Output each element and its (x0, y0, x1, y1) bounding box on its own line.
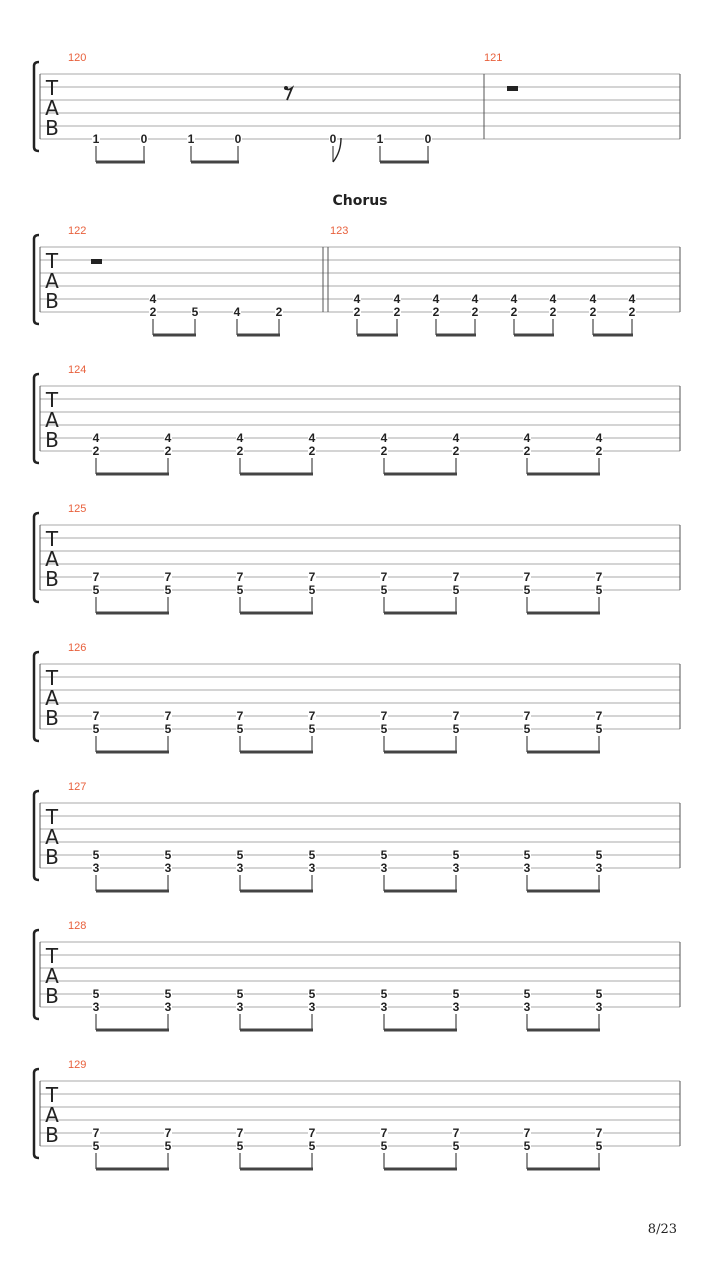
fret-number: 7 (523, 1126, 531, 1140)
fret-number: 5 (236, 987, 244, 1001)
fret-number: 0 (329, 132, 337, 146)
beam (527, 751, 600, 754)
page-number: 8/23 (647, 1222, 677, 1237)
measure-number: 125 (68, 503, 87, 515)
fret-number: 2 (149, 305, 157, 319)
fret-number: 5 (92, 583, 100, 597)
beam (527, 1029, 600, 1032)
tab-clef-letter: B (45, 984, 59, 1008)
beam (384, 1029, 457, 1032)
fret-number: 2 (549, 305, 557, 319)
tab-clef-letter: B (45, 845, 59, 869)
fret-number: 3 (595, 1000, 603, 1014)
fret-number: 5 (308, 848, 316, 862)
fret-number: 3 (523, 1000, 531, 1014)
fret-number: 5 (164, 848, 172, 862)
beam (96, 751, 169, 754)
fret-number: 7 (595, 1126, 603, 1140)
tab-clef-letter: T (45, 666, 59, 690)
fret-number: 7 (380, 1126, 388, 1140)
fret-number: 7 (164, 709, 172, 723)
fret-number: 4 (471, 292, 479, 306)
fret-number: 4 (432, 292, 440, 306)
beam (240, 890, 313, 893)
system-bracket (34, 791, 39, 880)
fret-number: 7 (92, 1126, 100, 1140)
fret-number: 4 (549, 292, 557, 306)
fret-number: 5 (380, 848, 388, 862)
fret-number: 5 (164, 1139, 172, 1153)
fret-number: 0 (140, 132, 148, 146)
fret-number: 4 (92, 431, 100, 445)
fret-number: 5 (164, 583, 172, 597)
fret-number: 5 (452, 1139, 460, 1153)
tab-clef-letter: T (45, 249, 59, 273)
fret-number: 7 (523, 709, 531, 723)
tab-clef-letter: A (45, 686, 59, 710)
fret-number: 3 (236, 1000, 244, 1014)
fret-number: 5 (236, 583, 244, 597)
beam (384, 612, 457, 615)
system-bracket (34, 513, 39, 602)
fret-number: 2 (432, 305, 440, 319)
fret-number: 7 (380, 570, 388, 584)
fret-number: 5 (380, 583, 388, 597)
fret-number: 3 (595, 861, 603, 875)
measure-number: 120 (68, 52, 87, 64)
fret-number: 2 (523, 444, 531, 458)
tab-clef-letter: A (45, 96, 59, 120)
fret-number: 2 (380, 444, 388, 458)
beam (96, 161, 145, 164)
beam (384, 751, 457, 754)
fret-number: 2 (353, 305, 361, 319)
fret-number: 5 (452, 848, 460, 862)
beam (96, 1029, 169, 1032)
fret-number: 4 (353, 292, 361, 306)
fret-number: 4 (149, 292, 157, 306)
fret-number: 5 (595, 987, 603, 1001)
fret-number: 5 (92, 987, 100, 1001)
fret-number: 3 (452, 861, 460, 875)
fret-number: 7 (452, 570, 460, 584)
fret-number: 2 (589, 305, 597, 319)
fret-number: 5 (236, 1139, 244, 1153)
fret-number: 5 (308, 987, 316, 1001)
fret-number: 5 (523, 848, 531, 862)
fret-number: 7 (308, 570, 316, 584)
fret-number: 2 (628, 305, 636, 319)
beam (240, 612, 313, 615)
tab-clef-letter: B (45, 116, 59, 140)
fret-number: 5 (523, 583, 531, 597)
tab-clef-letter: A (45, 1103, 59, 1127)
fret-number: 5 (595, 848, 603, 862)
beam (240, 473, 313, 476)
fret-number: 3 (92, 1000, 100, 1014)
fret-number: 1 (92, 132, 100, 146)
beam (237, 334, 280, 337)
fret-number: 5 (92, 848, 100, 862)
fret-number: 2 (164, 444, 172, 458)
tab-clef-letter: A (45, 964, 59, 988)
fret-number: 5 (308, 1139, 316, 1153)
fret-number: 5 (236, 722, 244, 736)
fret-number: 5 (523, 987, 531, 1001)
fret-number: 2 (510, 305, 518, 319)
fret-number: 2 (275, 305, 283, 319)
fret-number: 1 (376, 132, 384, 146)
system-bracket (34, 62, 39, 151)
fret-number: 5 (92, 1139, 100, 1153)
fret-number: 3 (308, 1000, 316, 1014)
beam (380, 161, 429, 164)
fret-number: 5 (523, 1139, 531, 1153)
fret-number: 5 (308, 583, 316, 597)
beam (96, 890, 169, 893)
beam (96, 612, 169, 615)
fret-number: 5 (452, 583, 460, 597)
fret-number: 5 (164, 722, 172, 736)
fret-number: 7 (380, 709, 388, 723)
fret-number: 3 (164, 861, 172, 875)
tab-clef-letter: T (45, 944, 59, 968)
tab-clef-letter: B (45, 706, 59, 730)
fret-number: 0 (424, 132, 432, 146)
fret-number: 4 (595, 431, 603, 445)
beam (527, 890, 600, 893)
system-bracket (34, 374, 39, 463)
tab-staff (34, 1069, 680, 1158)
fret-number: 2 (471, 305, 479, 319)
tab-clef-letter: B (45, 428, 59, 452)
fret-number: 7 (92, 570, 100, 584)
fret-number: 4 (589, 292, 597, 306)
fret-number: 5 (523, 722, 531, 736)
tab-staff (34, 930, 680, 1019)
fret-number: 5 (92, 722, 100, 736)
fret-number: 3 (164, 1000, 172, 1014)
tab-clef-letter: B (45, 567, 59, 591)
fret-number: 7 (236, 1126, 244, 1140)
fret-number: 3 (380, 1000, 388, 1014)
fret-number: 3 (523, 861, 531, 875)
fret-number: 3 (452, 1000, 460, 1014)
tab-clef-letter: T (45, 388, 59, 412)
measure-number: 127 (68, 781, 87, 793)
fret-number: 1 (187, 132, 195, 146)
eighth-rest-dot (284, 86, 288, 90)
measure-number: 128 (68, 920, 87, 932)
fret-number: 5 (164, 987, 172, 1001)
fret-number: 2 (236, 444, 244, 458)
fret-number: 7 (595, 570, 603, 584)
half-rest (91, 259, 102, 264)
tab-clef-letter: A (45, 269, 59, 293)
fret-number: 4 (236, 431, 244, 445)
fret-number: 2 (393, 305, 401, 319)
beam (240, 751, 313, 754)
beam (96, 1168, 169, 1171)
fret-number: 5 (191, 305, 199, 319)
fret-number: 7 (308, 1126, 316, 1140)
tab-clef-letter: A (45, 547, 59, 571)
measure-number: 122 (68, 225, 87, 237)
tab-clef-letter: T (45, 76, 59, 100)
beam (514, 334, 554, 337)
beam (527, 1168, 600, 1171)
tab-staff (34, 374, 680, 463)
beam (527, 473, 600, 476)
fret-number: 7 (308, 709, 316, 723)
fret-number: 3 (236, 861, 244, 875)
beam (240, 1168, 313, 1171)
tab-staff (34, 513, 680, 602)
fret-number: 7 (452, 709, 460, 723)
fret-number: 4 (308, 431, 316, 445)
beam (384, 890, 457, 893)
fret-number: 7 (164, 570, 172, 584)
tab-staff (34, 62, 680, 151)
measure-number: 124 (68, 364, 87, 376)
measure-number: 121 (484, 52, 503, 64)
tab-clef-letter: A (45, 408, 59, 432)
tab-clef-letter: B (45, 1123, 59, 1147)
measure-number: 123 (330, 225, 349, 237)
tab-staff (34, 652, 680, 741)
fret-number: 5 (308, 722, 316, 736)
fret-number: 5 (452, 987, 460, 1001)
fret-number: 7 (236, 570, 244, 584)
fret-number: 7 (164, 1126, 172, 1140)
fret-number: 3 (92, 861, 100, 875)
fret-number: 3 (380, 861, 388, 875)
fret-number: 4 (164, 431, 172, 445)
tab-staff (34, 791, 680, 880)
beam (153, 334, 196, 337)
system-bracket (34, 652, 39, 741)
tab-clef-letter: T (45, 527, 59, 551)
fret-number: 2 (92, 444, 100, 458)
tab-clef-letter: T (45, 1083, 59, 1107)
fret-number: 7 (595, 709, 603, 723)
fret-number: 7 (92, 709, 100, 723)
system-bracket (34, 235, 39, 324)
fret-number: 4 (393, 292, 401, 306)
measure-number: 126 (68, 642, 87, 654)
fret-number: 5 (236, 848, 244, 862)
fret-number: 5 (380, 722, 388, 736)
fret-number: 5 (595, 1139, 603, 1153)
fret-number: 4 (233, 305, 241, 319)
fret-number: 2 (308, 444, 316, 458)
beam (436, 334, 476, 337)
fret-number: 4 (380, 431, 388, 445)
beam (593, 334, 633, 337)
fret-number: 3 (308, 861, 316, 875)
fret-number: 2 (595, 444, 603, 458)
tab-clef-letter: B (45, 289, 59, 313)
fret-number: 7 (523, 570, 531, 584)
section-label-chorus: Chorus (332, 193, 388, 209)
fret-number: 5 (452, 722, 460, 736)
fret-number: 7 (236, 709, 244, 723)
fret-number: 2 (452, 444, 460, 458)
beam (384, 1168, 457, 1171)
beam (240, 1029, 313, 1032)
measure-number: 129 (68, 1059, 87, 1071)
fret-number: 5 (380, 987, 388, 1001)
fret-number: 4 (510, 292, 518, 306)
beam (384, 473, 457, 476)
fret-number: 4 (452, 431, 460, 445)
fret-number: 4 (628, 292, 636, 306)
half-rest (507, 86, 518, 91)
fret-number: 5 (595, 722, 603, 736)
fret-number: 5 (595, 583, 603, 597)
fret-number: 5 (380, 1139, 388, 1153)
fret-number: 0 (234, 132, 242, 146)
tab-clef-letter: T (45, 805, 59, 829)
beam (191, 161, 239, 164)
fret-number: 7 (452, 1126, 460, 1140)
fret-number: 4 (523, 431, 531, 445)
beam (96, 473, 169, 476)
beam (357, 334, 398, 337)
system-bracket (34, 1069, 39, 1158)
system-bracket (34, 930, 39, 1019)
tab-clef-letter: A (45, 825, 59, 849)
beam (527, 612, 600, 615)
